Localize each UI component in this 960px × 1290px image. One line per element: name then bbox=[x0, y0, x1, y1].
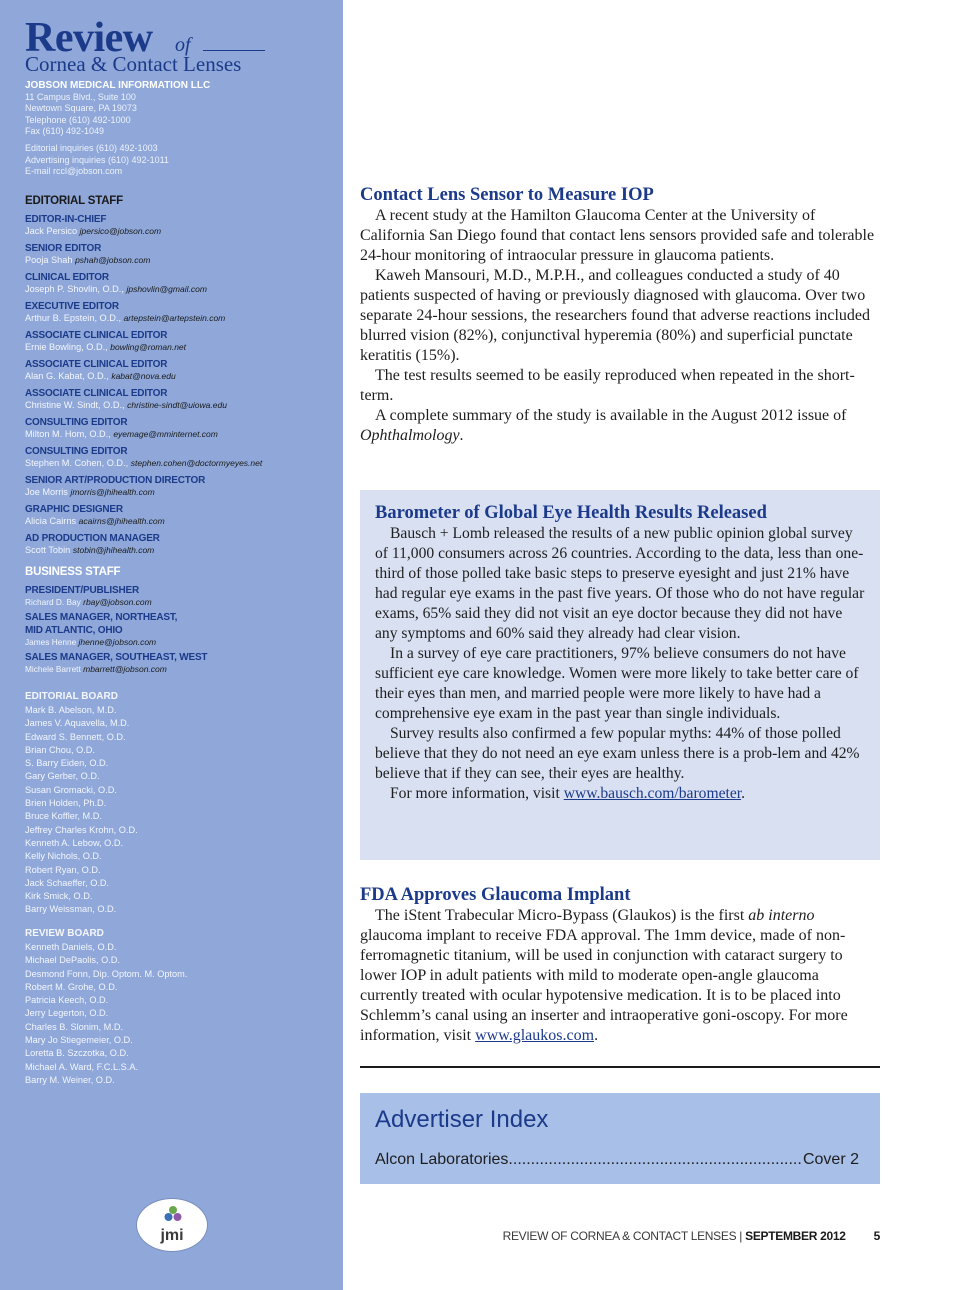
board-member: Loretta B. Szczotka, O.D. bbox=[25, 1048, 129, 1059]
staff-role: ASSOCIATE CLINICAL EDITOR bbox=[25, 387, 168, 399]
article-paragraph: The test results seemed to be easily reproduced when repeated in the short-term. bbox=[360, 367, 855, 404]
staff-email: pshah@jobson.com bbox=[75, 254, 151, 265]
staff-person bbox=[25, 313, 335, 325]
staff-role: ASSOCIATE CLINICAL EDITOR bbox=[25, 329, 168, 341]
jmi-logo-text: jmi bbox=[160, 1227, 184, 1244]
staff-email: stephen.cohen@doctormyeyes.net bbox=[130, 457, 263, 468]
page-number: 5 bbox=[873, 1229, 880, 1243]
staff-person bbox=[25, 487, 335, 499]
staff-entry bbox=[25, 359, 335, 383]
text-run: glaucoma implant to receive FDA approval. The 1mm device, made of non-ferromagnetic titanium, will be used in conjunction with cataract surgery to lower IOP in adult patients with mild to moderate open-angle glaucoma currently treated with ocular hypotensive medication. It is to be placed into Schlemm’s canal using an inserter and intraoperative goni-oscopy. For more information, visit bbox=[360, 927, 848, 1044]
staff-person bbox=[25, 429, 335, 441]
staff-email: rbay@jobson.com bbox=[83, 597, 152, 607]
staff-role: AD PRODUCTION MANAGER bbox=[25, 532, 160, 544]
board-member: Kenneth Daniels, O.D. bbox=[25, 942, 117, 952]
article-paragraph: Survey results also confirmed a few popular myths: 44% of those polled believe that they do not need an eye exam unless there is a prob-lem and 42% believe that if they can see, their eyes are healthy. bbox=[375, 725, 860, 782]
board-member: Robert Ryan, O.D. bbox=[25, 864, 101, 875]
staff-person bbox=[25, 597, 335, 607]
publisher-address2: Newtown Square, PA 19073 bbox=[25, 103, 137, 114]
staff-entry bbox=[25, 214, 335, 238]
staff-role: CONSULTING EDITOR bbox=[25, 416, 128, 428]
staff-entry bbox=[25, 330, 335, 354]
staff-entry bbox=[25, 611, 335, 647]
board-member: Kirk Smick, O.D. bbox=[25, 891, 93, 902]
article-paragraph: In a survey of eye care practitioners, 97% believe consumers do not have sufficient eye care knowledge. Women were more likely to take better care of their eyes than men, and married people were more likely to have had a comprehensive eye exam in the past year than single individuals. bbox=[375, 645, 859, 722]
staff-person bbox=[25, 284, 335, 296]
staff-entry bbox=[25, 533, 335, 557]
advertiser-entry bbox=[375, 1151, 859, 1169]
publisher-editorial: Editorial inquiries (610) 492-1003 bbox=[25, 142, 158, 153]
board-member: Jeffrey Charles Krohn, O.D. bbox=[25, 824, 138, 835]
staff-entry bbox=[25, 301, 335, 325]
staff-person bbox=[25, 342, 335, 354]
staff-email: jpshovlin@gmail.com bbox=[126, 283, 207, 294]
board-member: Edward S. Bennett, O.D. bbox=[25, 731, 126, 742]
staff-person bbox=[25, 400, 335, 412]
article-title: FDA Approves Glaucoma Implant bbox=[360, 885, 631, 905]
article-title: Barometer of Global Eye Health Results Released bbox=[375, 503, 767, 523]
staff-person bbox=[25, 516, 335, 528]
logo-rule bbox=[203, 50, 265, 51]
staff-name: Alicia Cairns bbox=[25, 515, 77, 526]
staff-name: Ernie Bowling, O.D., bbox=[25, 341, 108, 352]
staff-entry bbox=[25, 388, 335, 412]
editorial-board-heading: EDITORIAL BOARD bbox=[25, 691, 118, 702]
article-title: Contact Lens Sensor to Measure IOP bbox=[360, 185, 654, 205]
logo-subtitle: Cornea & Contact Lenses bbox=[25, 52, 242, 76]
advertiser-index bbox=[360, 1093, 880, 1184]
staff-email: eyemage@mminternet.com bbox=[113, 428, 218, 439]
staff-email: jhenne@jobson.com bbox=[78, 637, 157, 647]
staff-name: Michele Barrett bbox=[25, 664, 81, 674]
staff-name: Alan G. Kabat, O.D., bbox=[25, 370, 109, 381]
staff-role: ASSOCIATE CLINICAL EDITOR bbox=[25, 358, 168, 370]
footer-separator: | bbox=[739, 1229, 743, 1243]
article-implant bbox=[360, 884, 880, 1046]
article-barometer-box bbox=[360, 490, 880, 860]
board-member: Brian Chou, O.D. bbox=[25, 744, 95, 755]
staff-email: kabat@nova.edu bbox=[111, 370, 176, 381]
staff-person bbox=[25, 255, 335, 267]
staff-name: Pooja Shah bbox=[25, 254, 73, 265]
publisher-advertising: Advertising inquiries (610) 492-1011 bbox=[25, 154, 169, 165]
text-run: For more information, visit bbox=[390, 785, 564, 802]
glaukos-link[interactable]: www.glaukos.com bbox=[475, 1027, 595, 1044]
text-run: A complete summary of the study is available in the August 2012 issue of bbox=[375, 407, 847, 424]
article-paragraph: A recent study at the Hamilton Glaucoma Center at the University of California San Diego found that contact lens sensors provided safe and tolerable 24-hour monitoring of intraocular pressure in glaucoma patients. bbox=[360, 207, 875, 264]
article-paragraph bbox=[360, 406, 880, 446]
board-member: Kelly Nichols, O.D. bbox=[25, 851, 102, 862]
staff-entry bbox=[25, 446, 335, 470]
article-iop bbox=[360, 184, 880, 446]
publisher-address1: 11 Campus Blvd., Suite 100 bbox=[25, 91, 136, 102]
advertiser-name: Alcon Laboratories bbox=[375, 1151, 509, 1168]
publisher-telephone: Telephone (610) 492-1000 bbox=[25, 114, 131, 125]
article-paragraph bbox=[360, 906, 880, 1046]
footer-magazine: REVIEW OF CORNEA & CONTACT LENSES bbox=[502, 1229, 737, 1243]
staff-email: acairns@jhihealth.com bbox=[78, 515, 165, 526]
review-board bbox=[25, 927, 335, 1087]
footer-issue: SEPTEMBER 2012 bbox=[745, 1229, 846, 1243]
page-footer bbox=[503, 1229, 880, 1243]
board-member: Mary Jo Stiegemeier, O.D. bbox=[25, 1035, 133, 1046]
staff-email: bowling@roman.net bbox=[110, 341, 187, 352]
jmi-logo bbox=[136, 1198, 208, 1252]
staff-name: Stephen M. Cohen, O.D., bbox=[25, 457, 129, 468]
staff-role: GRAPHIC DESIGNER bbox=[25, 503, 123, 515]
board-member: Mark B. Abelson, M.D. bbox=[25, 705, 117, 715]
staff-person bbox=[25, 637, 335, 647]
staff-role: SALES MANAGER, SOUTHEAST, WEST bbox=[25, 652, 208, 663]
staff-email: jmorris@jhihealth.com bbox=[70, 486, 155, 497]
staff-person bbox=[25, 545, 335, 557]
article-paragraph: Kaweh Mansouri, M.D., M.P.H., and colleagues conducted a study of 40 patients suspected of having or previously diagnosed with glaucoma. Over two separate 24-hour sessions, the researchers found that adverse reactions included blurred vision (82%), conjunctival hyperemia (80%) and superficial punctate keratitis (15%). bbox=[360, 267, 871, 364]
board-member: Charles B. Slonim, M.D. bbox=[25, 1021, 124, 1032]
staff-entry bbox=[25, 584, 335, 607]
board-member: Gary Gerber, O.D. bbox=[25, 771, 100, 782]
board-member: Michael A. Ward, F.C.L.S.A. bbox=[25, 1061, 139, 1072]
text-run: . bbox=[459, 427, 464, 444]
bausch-link[interactable]: www.bausch.com/barometer bbox=[563, 785, 742, 802]
staff-email: mbarrett@jobson.com bbox=[83, 664, 167, 674]
board-member: S. Barry Eiden, O.D. bbox=[25, 758, 109, 769]
staff-name: Richard D. Bay bbox=[25, 597, 81, 607]
publisher-fax: Fax (610) 492-1049 bbox=[25, 126, 105, 137]
board-member: Robert M. Grohe, O.D. bbox=[25, 981, 118, 992]
board-member: Jack Schaeffer, O.D. bbox=[25, 877, 110, 888]
staff-name: Christine W. Sindt, O.D., bbox=[25, 399, 125, 410]
staff-entry bbox=[25, 272, 335, 296]
section-divider bbox=[360, 1066, 880, 1068]
logo-review: Review bbox=[25, 15, 153, 61]
staff-role: CLINICAL EDITOR bbox=[25, 271, 109, 283]
staff-role: PRESIDENT/PUBLISHER bbox=[25, 585, 139, 596]
staff-entry bbox=[25, 243, 335, 267]
board-member: Patricia Keech, O.D. bbox=[25, 995, 109, 1006]
emphasis: ab interno bbox=[748, 907, 815, 924]
magazine-logo bbox=[25, 14, 270, 76]
staff-name: Milton M. Hom, O.D., bbox=[25, 428, 111, 439]
board-member: Jerry Legerton, O.D. bbox=[25, 1008, 109, 1019]
board-member: Barry M. Weiner, O.D. bbox=[25, 1074, 115, 1085]
text-run: The iStent Trabecular Micro-Bypass (Glaukos) is the first bbox=[375, 907, 749, 924]
business-staff-heading: BUSINESS STAFF bbox=[25, 566, 121, 578]
board-member: Barry Weissman, O.D. bbox=[25, 904, 117, 915]
staff-email: stobin@jhihealth.com bbox=[72, 544, 155, 555]
review-board-members bbox=[25, 941, 335, 1087]
board-member: Brien Holden, Ph.D. bbox=[25, 798, 107, 809]
board-member: Michael DePaolis, O.D. bbox=[25, 955, 120, 966]
journal-name: Ophthalmology bbox=[360, 427, 460, 444]
board-member: Kenneth A. Lebow, O.D. bbox=[25, 837, 124, 848]
board-member: Susan Gromacki, O.D. bbox=[25, 784, 117, 795]
editorial-staff-list bbox=[25, 214, 335, 562]
dot-leader bbox=[508, 1151, 803, 1169]
staff-entry bbox=[25, 475, 335, 499]
staff-email: artepstein@artepstein.com bbox=[123, 312, 226, 323]
staff-entry bbox=[25, 504, 335, 528]
staff-name: Jack Persico bbox=[25, 226, 78, 236]
board-member: Desmond Fonn, Dip. Optom. M. Optom. bbox=[25, 968, 188, 979]
sidebar bbox=[0, 0, 343, 1290]
staff-person bbox=[25, 458, 335, 470]
staff-role: SENIOR EDITOR bbox=[25, 242, 102, 254]
staff-name: Joe Morris bbox=[25, 486, 68, 497]
text-run: . bbox=[594, 1027, 599, 1044]
advertiser-page: Cover 2 bbox=[802, 1151, 859, 1168]
staff-entry bbox=[25, 417, 335, 441]
staff-role: EDITOR-IN-CHIEF bbox=[25, 214, 107, 225]
jmi-logo-icon bbox=[163, 1205, 183, 1225]
staff-role: CONSULTING EDITOR bbox=[25, 445, 128, 457]
editorial-board bbox=[25, 690, 335, 917]
editorial-staff-heading: EDITORIAL STAFF bbox=[25, 195, 123, 207]
publisher-name: JOBSON MEDICAL INFORMATION LLC bbox=[25, 80, 211, 91]
staff-person bbox=[25, 664, 335, 674]
staff-name: Joseph P. Shovlin, O.D., bbox=[25, 283, 124, 294]
business-staff-list bbox=[25, 584, 335, 678]
staff-name: Arthur B. Epstein, O.D., bbox=[25, 312, 121, 323]
editorial-board-members bbox=[25, 704, 335, 917]
staff-name: Scott Tobin bbox=[25, 544, 71, 555]
board-member: James V. Aquavella, M.D. bbox=[25, 718, 130, 729]
staff-email: christine-sindt@uiowa.edu bbox=[127, 399, 227, 410]
staff-role: EXECUTIVE EDITOR bbox=[25, 300, 119, 312]
board-member: Bruce Koffler, M.D. bbox=[25, 811, 102, 822]
text-run: . bbox=[741, 785, 745, 802]
staff-email: jpersico@jobson.com bbox=[79, 226, 162, 236]
advertiser-index-title: Advertiser Index bbox=[375, 1106, 549, 1133]
staff-person bbox=[25, 226, 335, 238]
staff-entry bbox=[25, 651, 335, 674]
article-paragraph: Bausch + Lomb released the results of a new public opinion global survey of 11,000 consumers across 26 countries. According to the data, less than one-third of those polled take basic steps to preserve eyesight and just 21% have had regular eye exams in the past five years. Of those who do not have regular exams, 65% said they did not visit an eye doctor because they did not have any symptoms and 60% said they already had clear vision. bbox=[375, 525, 865, 642]
staff-role: SENIOR ART/PRODUCTION DIRECTOR bbox=[25, 474, 206, 486]
staff-name: James Henne bbox=[25, 637, 77, 647]
logo-of: of bbox=[175, 34, 191, 56]
review-board-heading: REVIEW BOARD bbox=[25, 928, 104, 939]
publisher-info bbox=[25, 80, 210, 178]
staff-role-line2: MID ATLANTIC, OHIO bbox=[25, 625, 123, 636]
publisher-email: E-mail rccl@jobson.com bbox=[25, 166, 123, 177]
staff-role: SALES MANAGER, NORTHEAST, bbox=[25, 612, 178, 623]
staff-person bbox=[25, 371, 335, 383]
article-paragraph bbox=[375, 784, 865, 804]
